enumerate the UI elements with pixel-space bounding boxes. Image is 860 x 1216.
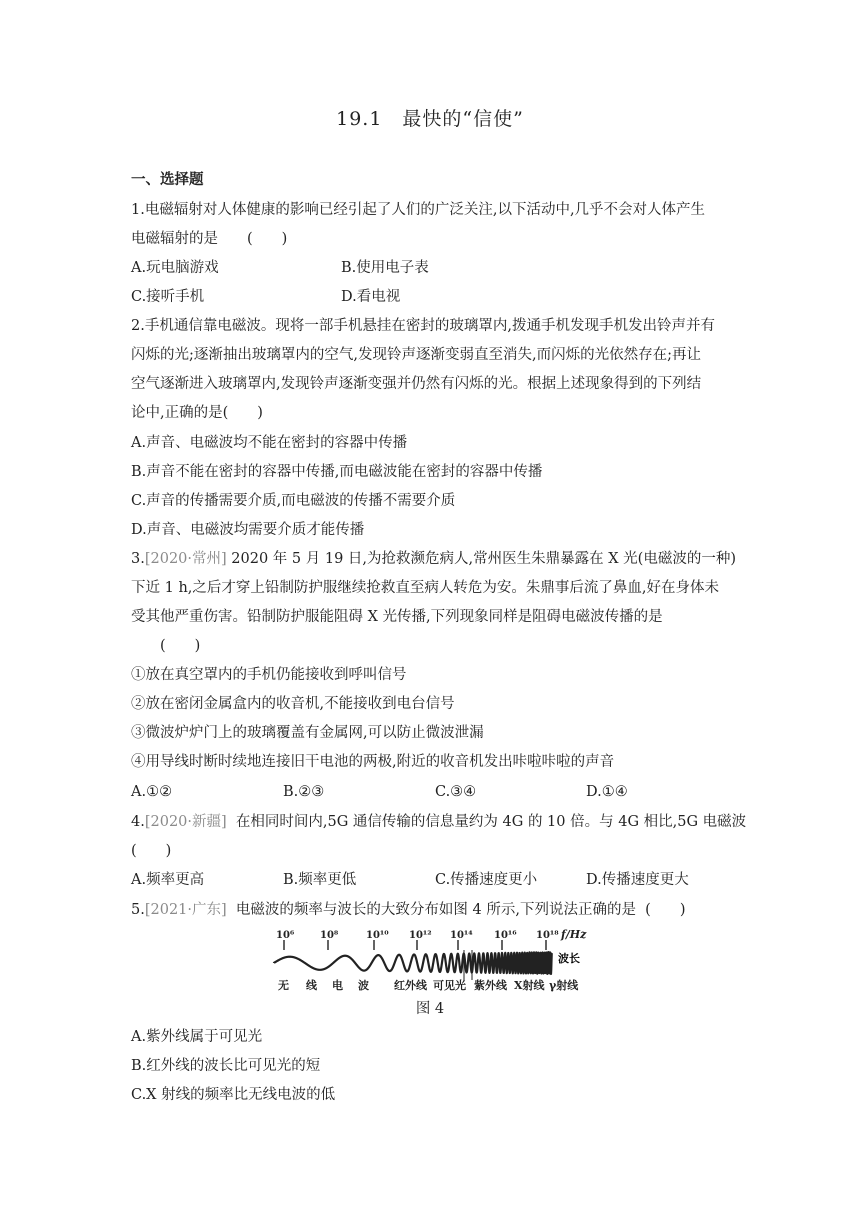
q3-line1-text: 2020 年 5 月 19 日,为抢救濒危病人,常州医生朱鼎暴露在 X 光(电磁波的一种): [226, 551, 736, 567]
freq-tick-label: 10¹²: [409, 930, 432, 941]
q3-statement-4: ④用导线时断时续地连接旧干电池的两极,附近的收音机发出咔啦咔啦的声音: [131, 754, 615, 770]
q3-line3: 受其他严重伤害。铅制防护服能阻碍 X 光传播,下列现象同样是阻碍电磁波传播的是: [131, 609, 663, 625]
q3-line1: [131, 549, 736, 569]
q3-source: [2020·常州]: [144, 551, 227, 567]
q5-option-a: A.紫外线属于可见光: [131, 1029, 263, 1045]
q4-line1: [131, 812, 746, 832]
q2-line4: 论中,正确的是( ): [131, 405, 263, 421]
q4-line1-text: 在相同时间内,5G 通信传输的信息量约为 4G 的 10 倍。与 4G 相比,5G 电磁波: [226, 814, 747, 830]
q1-line1: 1.电磁辐射对人体健康的影响已经引起了人们的广泛关注,以下活动中,几乎不会对人体产生: [131, 202, 706, 218]
q3-line2: 下近 1 h,之后才穿上铅制防护服继续抢救直至病人转危为安。朱鼎事后流了鼻血,好在身体未: [131, 580, 719, 596]
freq-tick-label: 10⁶: [276, 930, 295, 941]
q1-option-d: D.看电视: [341, 289, 401, 305]
q4-option-c: C.传播速度更小: [435, 872, 538, 888]
freq-tick-label: 10¹⁶: [494, 930, 517, 941]
q2-option-d: D.声音、电磁波均需要介质才能传播: [131, 522, 365, 538]
q4-line2: ( ): [131, 843, 172, 859]
q3-statement-1: ①放在真空罩内的手机仍能接收到呼叫信号: [131, 667, 407, 683]
wavelength-label: 波长: [558, 952, 580, 965]
q5-line1-text: 电磁波的频率与波长的大致分布如图 4 所示,下列说法正确的是 ( ): [226, 902, 686, 918]
q3-statement-2: ②放在密闭金属盒内的收音机,不能接收到电台信号: [131, 696, 455, 712]
q1-line2: 电磁辐射的是 ( ): [131, 231, 288, 247]
q1-option-c: C.接听手机: [131, 289, 205, 305]
q5-source: [2021·广东]: [144, 902, 227, 918]
q3-statement-3: ③微波炉炉门上的玻璃覆盖有金属网,可以防止微波泄漏: [131, 725, 484, 741]
q4-option-b: B.频率更低: [283, 872, 357, 888]
spectrum-figure: [270, 926, 600, 994]
q3-option-c: C.③④: [435, 784, 477, 800]
freq-tick-label: 10¹⁰: [366, 930, 389, 941]
q5-option-b: B.红外线的波长比可见光的短: [131, 1058, 321, 1074]
q5-line1: [131, 900, 685, 920]
band-infrared: 红外线: [394, 979, 427, 992]
band-radio-char: 无: [278, 979, 289, 992]
q3-number: 3.: [131, 551, 145, 567]
freq-tick-label: 10¹⁸: [536, 930, 559, 941]
spectrum-wave: [274, 952, 552, 974]
q4-number: 4.: [131, 814, 145, 830]
band-radio-char: 线: [306, 979, 317, 992]
q3-option-d: D.①④: [586, 784, 628, 800]
q3-option-a: A.①②: [131, 784, 173, 800]
band-radio-char: 电: [332, 979, 343, 992]
q1-option-b: B.使用电子表: [341, 260, 429, 276]
band-xray: X射线: [514, 979, 545, 992]
band-visible: 可见光: [433, 979, 466, 992]
section-heading: 一、选择题: [131, 171, 204, 188]
q3-line4: ( ): [131, 638, 201, 654]
band-radio-char: 波: [358, 979, 369, 992]
q1-option-a: A.玩电脑游戏: [131, 260, 219, 276]
q4-option-a: A.频率更高: [131, 872, 205, 888]
page-title: 19.1 最快的“信使”: [336, 108, 524, 130]
q4-option-d: D.传播速度更大: [586, 872, 689, 888]
q2-option-b: B.声音不能在密封的容器中传播,而电磁波能在密封的容器中传播: [131, 464, 543, 480]
q2-option-c: C.声音的传播需要介质,而电磁波的传播不需要介质: [131, 493, 456, 509]
freq-tick-label: 10¹⁴: [450, 930, 473, 941]
q5-number: 5.: [131, 902, 145, 918]
figure-caption: 图 4: [415, 1001, 445, 1017]
q4-source: [2020·新疆]: [144, 814, 227, 830]
q5-option-c: C.X 射线的频率比无线电波的低: [131, 1087, 336, 1103]
band-ultraviolet: 紫外线: [474, 979, 507, 992]
axis-label-frequency: f/Hz: [561, 928, 587, 941]
q2-line1: 2.手机通信靠电磁波。现将一部手机悬挂在密封的玻璃罩内,拨通手机发现手机发出铃声并有: [131, 318, 715, 334]
q2-option-a: A.声音、电磁波均不能在密封的容器中传播: [131, 435, 408, 451]
freq-tick-marks: [284, 940, 546, 950]
freq-tick-label: 10⁸: [320, 930, 339, 941]
q2-line3: 空气逐渐进入玻璃罩内,发现铃声逐渐变强并仍然有闪烁的光。根据上述现象得到的下列结: [131, 376, 702, 392]
q2-line2: 闪烁的光;逐渐抽出玻璃罩内的空气,发现铃声逐渐变弱直至消失,而闪烁的光依然存在;再让: [131, 347, 701, 363]
q3-option-b: B.②③: [283, 784, 325, 800]
band-gamma: γ射线: [549, 979, 579, 992]
